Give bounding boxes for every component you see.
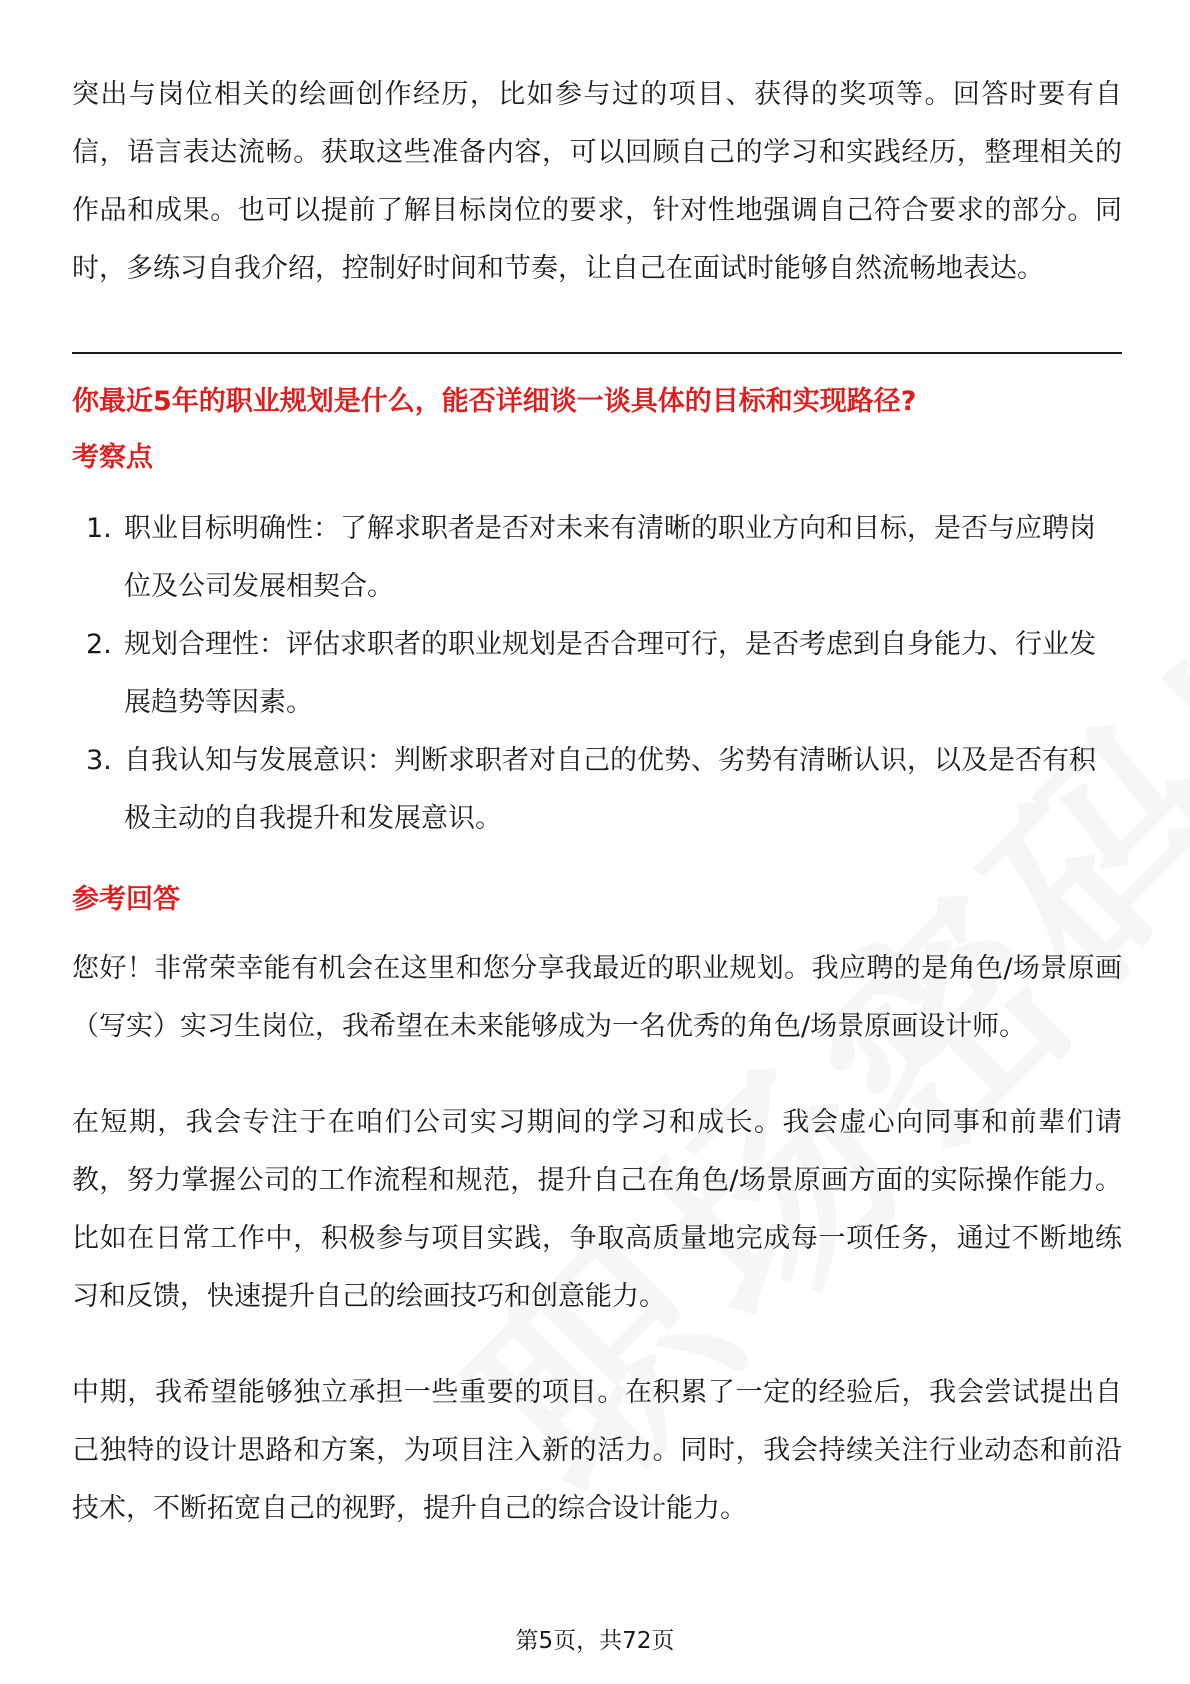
assessment-item-text: 自我认知与发展意识：判断求职者对自己的优势、劣势有清晰认识，以及是否有积极主动的自我提升和发展意识。 [124, 745, 1096, 834]
assessment-title: 考察点 [72, 442, 153, 473]
assessment-item-number: 1. [86, 513, 112, 544]
assessment-item-number: 2. [86, 629, 112, 660]
assessment-list [72, 500, 1122, 848]
intro-paragraph: 突出与岗位相关的绘画创作经历，比如参与过的项目、获得的奖项等。回答时要有自信，语言表达流畅。获取这些准备内容，可以回顾自己的学习和实践经历，整理相关的作品和成果。也可以提前了解目标岗位的要求，针对性地强调自己符合要求的部分。同时，多练习自我介绍，控制好时间和节奏，让自己在面试时能够自然流畅地表达。 [72, 79, 1122, 284]
question-heading: 你最近5年的职业规划是什么，能否详细谈一谈具体的目标和实现路径? [72, 386, 917, 417]
answer-paragraph: 您好！非常荣幸能有机会在这里和您分享我最近的职业规划。我应聘的是角色/场景原画（写实）实习生岗位，我希望在未来能够成为一名优秀的角色/场景原画设计师。 [72, 953, 1122, 1042]
answer-body [72, 940, 1122, 1538]
assessment-item [72, 732, 1122, 848]
answer-paragraph: 在短期，我会专注于在咱们公司实习期间的学习和成长。我会虚心向同事和前辈们请教，努力掌握公司的工作流程和规范，提升自己在角色/场景原画方面的实际操作能力。比如在日常工作中，积极参与项目实践，争取高质量地完成每一项任务，通过不断地练习和反馈，快速提升自己的绘画技巧和创意能力。 [72, 1107, 1122, 1312]
page-footer: 第5页，共72页 [515, 1628, 675, 1654]
assessment-item [72, 616, 1122, 732]
assessment-item-text: 职业目标明确性：了解求职者是否对未来有清晰的职业方向和目标，是否与应聘岗位及公司发展相契合。 [124, 513, 1096, 602]
section-divider [72, 352, 1122, 354]
assessment-item [72, 500, 1122, 616]
page-content [72, 66, 1122, 1538]
assessment-item-text: 规划合理性：评估求职者的职业规划是否合理可行，是否考虑到自身能力、行业发展趋势等因素。 [124, 629, 1096, 718]
answer-paragraph: 中期，我希望能够独立承担一些重要的项目。在积累了一定的经验后，我会尝试提出自己独特的设计思路和方案，为项目注入新的活力。同时，我会持续关注行业动态和前沿技术，不断拓宽自己的视野，提升自己的综合设计能力。 [72, 1377, 1122, 1524]
answer-title: 参考回答 [72, 884, 180, 915]
assessment-item-number: 3. [86, 745, 112, 776]
